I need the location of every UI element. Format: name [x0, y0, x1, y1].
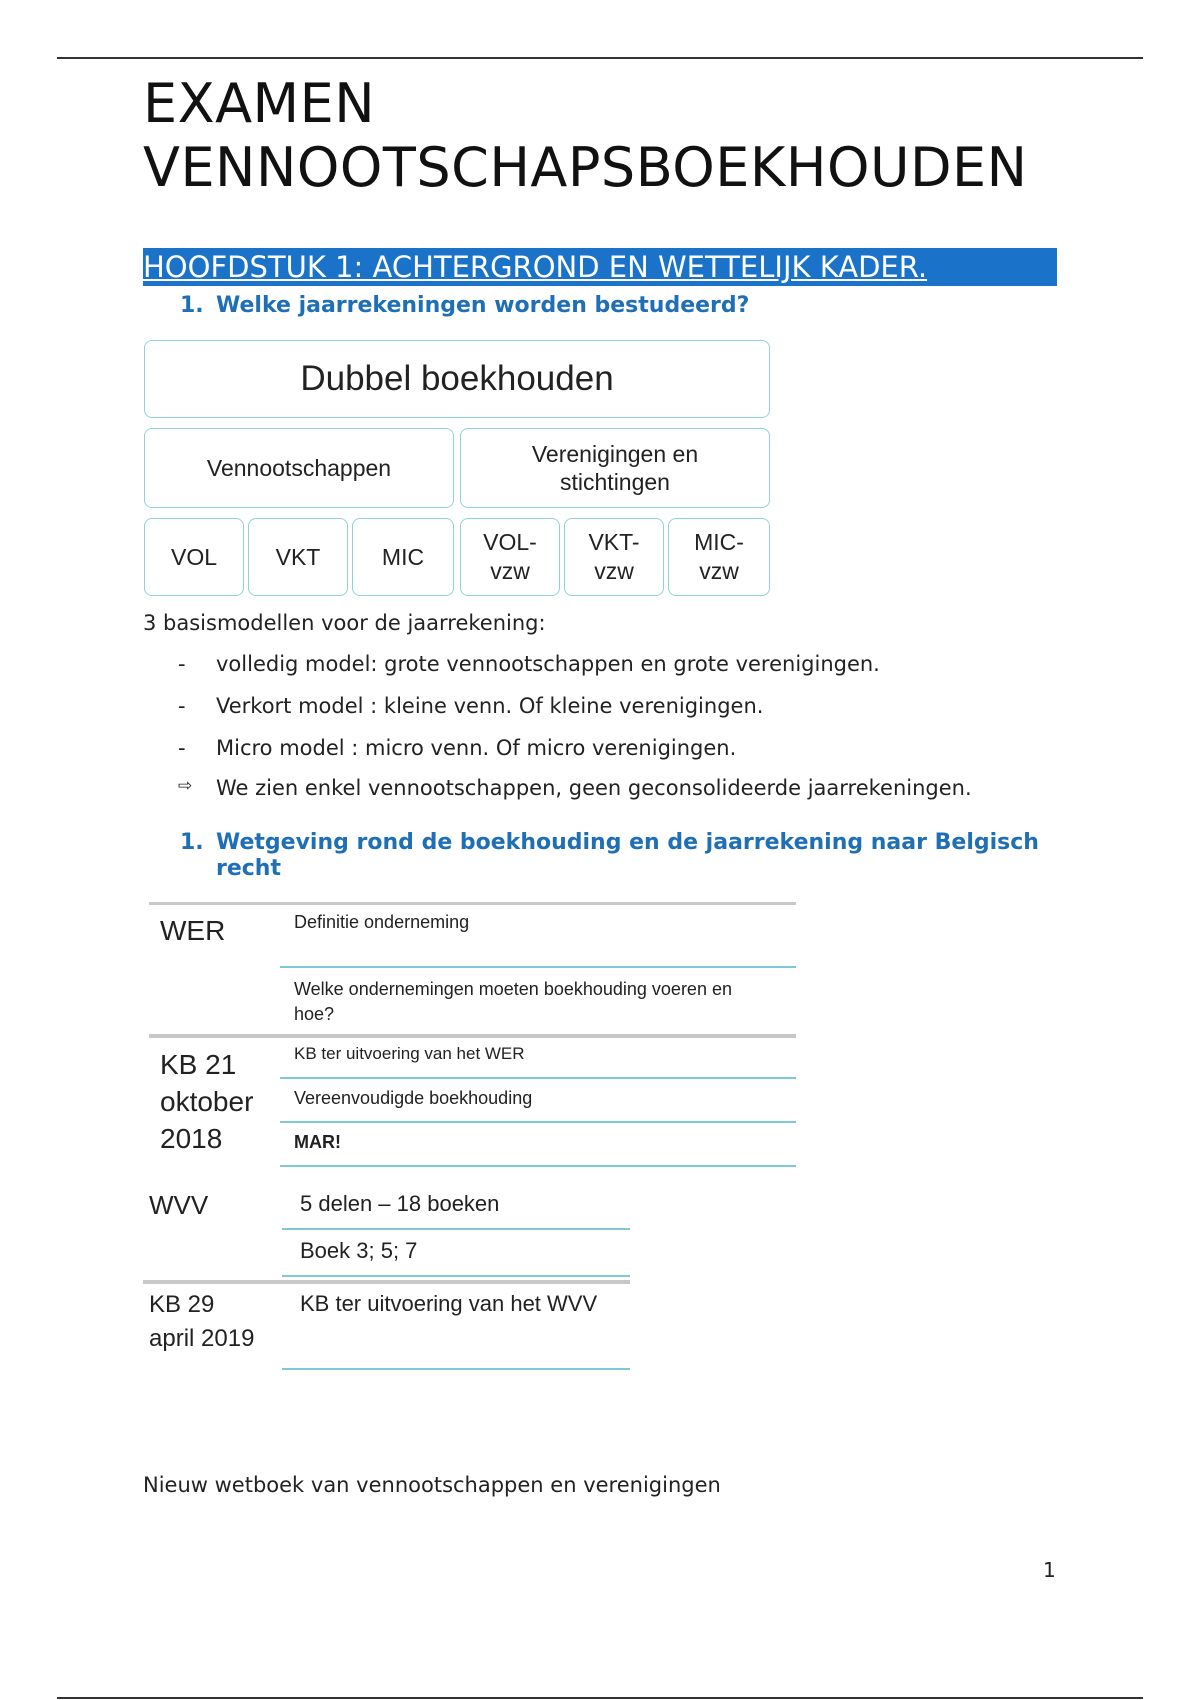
box-label: VOL: [170, 544, 218, 570]
box-label: Vennootschappen: [206, 454, 392, 481]
list-conclusion: We zien enkel vennootschappen, geen geconsolideerde jaarrekeningen.: [216, 776, 972, 800]
row-divider: [280, 1121, 796, 1123]
law-desc: Definitie onderneming: [294, 912, 470, 932]
law-key-line: KB 21: [160, 1049, 237, 1080]
law-key-kb-2018: [160, 1046, 253, 1157]
section-title-line-2: recht: [216, 856, 281, 881]
box-dubbel-boekhouden: [144, 340, 770, 418]
law-key-wer: WER: [160, 915, 226, 946]
group-divider: [149, 1034, 796, 1038]
law-desc: [294, 977, 732, 1027]
row-divider: [282, 1228, 630, 1230]
law-key-line: oktober: [160, 1086, 254, 1117]
law-desc-mar: MAR!: [294, 1132, 341, 1152]
bottom-rule: [57, 1697, 1143, 1699]
dash-bullet: -: [178, 736, 186, 760]
box-label: MIC: [381, 544, 425, 570]
law-key-line: KB 29: [149, 1291, 215, 1318]
box-label-line-1: VOL-: [483, 529, 537, 555]
law-key-wvv: WVV: [149, 1190, 209, 1220]
law-desc: Vereenvoudigde boekhouding: [294, 1088, 533, 1108]
law-key-line: april 2019: [149, 1325, 255, 1352]
box-vkt: [248, 518, 348, 596]
box-label-line-2: vzw: [699, 558, 739, 584]
box-verenigingen: [460, 428, 770, 508]
law-desc: KB ter uitvoering van het WVV: [300, 1291, 598, 1316]
row-divider: [280, 1165, 796, 1167]
box-vol-vzw: [460, 518, 560, 596]
box-label-line-1: MIC-: [694, 529, 744, 555]
table-top-border: [149, 902, 796, 905]
box-label-line-2: stichtingen: [560, 469, 670, 495]
title-line-2: VENNOOTSCHAPSBOEKHOUDEN: [143, 136, 1028, 199]
footer-note: Nieuw wetboek van vennootschappen en verenigingen: [143, 1473, 721, 1497]
law-desc-line: hoe?: [294, 1004, 335, 1024]
chapter-heading: HOOFDSTUK 1: ACHTERGROND EN WETTELIJK KADER.: [143, 248, 1057, 286]
section-number: 1.: [180, 293, 204, 318]
law-desc: Boek 3; 5; 7: [300, 1238, 418, 1263]
section-title: Welke jaarrekeningen worden bestudeerd?: [216, 293, 750, 318]
list-item: volledig model: grote vennootschappen en grote verenigingen.: [216, 652, 880, 676]
box-vol: [144, 518, 244, 596]
document-title: [143, 72, 1028, 200]
section-number: 1.: [180, 830, 204, 855]
top-rule: [57, 57, 1143, 59]
dash-bullet: -: [178, 694, 186, 718]
law-key-kb-2019: [149, 1288, 254, 1356]
list-item: Micro model : micro venn. Of micro verenigingen.: [216, 736, 737, 760]
law-desc: KB ter uitvoering van het WER: [294, 1044, 525, 1063]
arrow-icon: ⇨: [178, 776, 193, 796]
box-vennootschappen: [144, 428, 454, 508]
models-intro: 3 basismodellen voor de jaarrekening:: [143, 611, 546, 635]
section-title-line-1: Wetgeving rond de boekhouding en de jaarrekening naar Belgisch: [216, 830, 1039, 855]
section-heading-1: [180, 293, 749, 319]
row-divider: [282, 1368, 630, 1370]
row-divider: [280, 966, 796, 968]
box-label-line-2: vzw: [594, 558, 634, 584]
box-label: Dubbel boekhouden: [300, 359, 614, 398]
law-desc: 5 delen – 18 boeken: [300, 1191, 500, 1216]
box-label-line-2: vzw: [490, 558, 530, 584]
list-item: Verkort model : kleine venn. Of kleine verenigingen.: [216, 694, 764, 718]
box-vkt-vzw: [564, 518, 664, 596]
row-divider: [280, 1077, 796, 1079]
box-mic: [352, 518, 454, 596]
law-desc-line: Welke ondernemingen moeten boekhouding voeren en: [294, 979, 732, 999]
row-divider: [282, 1275, 630, 1277]
box-label-line-1: Verenigingen en: [531, 441, 699, 467]
page-number: 1: [1043, 1558, 1056, 1582]
box-label-line-1: VKT-: [588, 529, 640, 555]
section-heading-2: [180, 830, 1080, 882]
box-mic-vzw: [668, 518, 770, 596]
box-label: VKT: [275, 544, 321, 570]
title-line-1: EXAMEN: [143, 72, 376, 135]
group-divider: [143, 1280, 630, 1284]
dash-bullet: -: [178, 652, 186, 676]
law-key-line: 2018: [160, 1123, 223, 1154]
